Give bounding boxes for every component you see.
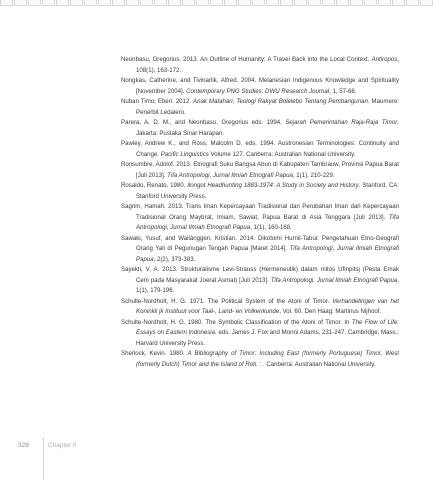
reference-text: Sherlock, Kevin. 1980. <box>121 350 188 357</box>
frame-cell <box>420 0 433 6</box>
reference-text: Ronsumbre, Adolof. 2013. Etnografi Suku Bangsa Abun di Kabupaten Tambrauw, Provinsi Papua Barat [Juli 2013]. <box>121 161 399 179</box>
reference-text-tail: Volume 127. Canberra: Australian National University. <box>208 150 356 158</box>
frame-cell <box>308 0 321 6</box>
frame-cell <box>336 0 349 6</box>
frame-cell <box>126 0 139 6</box>
reference-text: Pawley, Andrew K., and Ross, Malcolm D. eds. 1994. Austronesian Terminologies: Continuity and Change. <box>121 140 399 158</box>
reference-entry <box>121 139 399 160</box>
reference-entry <box>121 160 399 181</box>
reference-text-tail: , 1(1), 160-168. <box>250 224 292 231</box>
reference-title-italic: Contemporary PNG Studies: DWU Research Journal <box>186 87 330 95</box>
reference-text: Nuban Timo, Eben. 2012. <box>121 98 194 105</box>
reference-entry <box>121 202 399 234</box>
frame-cell <box>294 0 307 6</box>
reference-text-tail: , 1, 57-68. <box>329 87 357 95</box>
frame-cell <box>252 0 265 6</box>
top-frame-strip <box>0 0 439 9</box>
reference-text: Sayekti, V. A. 2013. Strukturalisme Levi-Strauss (Hermeneutik) dalam mitos Ufinpitsj (Pesta Emak Cem pada Masyarakat Joerat Asmat) [Juli 2013]. <box>121 266 399 284</box>
reference-text-tail: , 2(2), 373-383. <box>153 255 196 263</box>
reference-title-italic: Tifa Antropologi, Jurnal Ilmiah Etnografi Papua <box>136 213 399 231</box>
reference-entry <box>121 55 399 76</box>
reference-entry <box>121 76 399 97</box>
reference-text: Nongkas, Catherine, and Tivinarlik, Alfred. 2004. Melanesian Indigenous Knowledge and Spirituality [November 2004]. <box>121 77 399 95</box>
reference-text-tail: . Stanford, CA: Stanford University Press. <box>136 182 399 200</box>
reference-text: Sagrim, Hamah. 2013. Trans Iman Kepercayaan Tradisional dan Perubahan Iman dari Kepercayaan Tradisional Orang Maybrat, Imiam, Sawiat, Papua Barat di Asia Tenggara [Juli 2013]. <box>121 203 399 221</box>
frame-cell <box>28 0 41 6</box>
frame-cell <box>322 0 335 6</box>
reference-text-tail: . Jakarta: Pustaka Sinar Harapan. <box>136 119 399 137</box>
reference-entry <box>121 97 399 118</box>
reference-entry <box>121 318 399 350</box>
reference-title-italic: The Flow of Life: Essays on Eastern Indonesia <box>136 318 399 336</box>
page-number: 328 <box>18 442 29 449</box>
reference-text-tail: , Vol. 60. Den Haag: Martinus Nijhoof. <box>279 308 382 315</box>
frame-cell <box>14 0 27 6</box>
frame-cell <box>98 0 111 6</box>
reference-text-tail: . Maumere: Penerbit Ledalero. <box>136 98 399 116</box>
frame-cell <box>224 0 237 6</box>
frame-cell <box>70 0 83 6</box>
reference-title-italic: Tifa Antropologi, Jurnal Ilmiah Etnografi Papua <box>167 171 293 179</box>
frame-cell <box>392 0 405 6</box>
reference-entry <box>121 234 399 266</box>
reference-text-tail: , 1(1), 210-229. <box>292 171 335 179</box>
frame-cell <box>168 0 181 6</box>
frame-cell <box>154 0 167 6</box>
frame-cell <box>350 0 363 6</box>
reference-title-italic: Pacific Linguistics <box>160 150 209 158</box>
reference-text: Neonbasu, Gregorius. 2013. An Outline of Humanity: A Travel Back into the Local Context. <box>121 56 372 63</box>
reference-entry <box>121 349 399 370</box>
reference-title-italic: Ilongot Headhunting 1883-1974: A Study in Society and History <box>187 182 359 189</box>
reference-title-italic: Sejarah Pemerintahan Raja-Raja Timor <box>285 119 398 126</box>
reference-entry <box>121 181 399 202</box>
reference-text: Schulte-Nordholt, H. G. 1980. The Symbolic Classification of the Atoni of Timor. In <box>121 318 352 326</box>
reference-entry <box>121 118 399 139</box>
frame-cell <box>84 0 97 6</box>
frame-cell <box>112 0 125 6</box>
chapter-label: Chapter 8 <box>48 442 77 449</box>
reference-list <box>121 55 399 370</box>
frame-cell <box>196 0 209 6</box>
reference-title-italic: Verhandelingen van het Koninkli jk Instituut voor Taal-, Land- en Volkenkunde <box>136 297 399 315</box>
reference-text-tail: . : . Canberra: Australian National University. <box>256 360 376 368</box>
reference-title-italic: Tifa Antropologi, Jurnal Ilmiah Etnografi Papua <box>136 245 399 263</box>
frame-cell <box>42 0 55 6</box>
frame-cell <box>238 0 251 6</box>
frame-cell <box>266 0 279 6</box>
reference-title-italic: Anak Matahari, Teologi Rakyat Bolelebo Tentang Pembangunan <box>193 98 368 105</box>
reference-text: Schulte-Nordholt, H. G. 1971. The Political System of the Atoni of Timor. <box>121 297 333 305</box>
reference-text: Rosaldo, Renato. 1980. <box>121 182 188 189</box>
reference-text-tail: , 108(1), 163-172. <box>136 56 399 74</box>
reference-title-italic: A Bibliography of Timor: Including East (formerly Portuguese) Timor, West (formerly Dutch) Timor and the Island of Roti <box>136 350 399 368</box>
frame-cell <box>56 0 69 6</box>
frame-cell <box>364 0 377 6</box>
reference-title-italic: Antiropos <box>371 56 398 63</box>
reference-entry <box>121 265 399 297</box>
reference-text-tail: . eds. James J. Fox and Monni Adams, 231-247. Cambridge, Mass.: Harvard University Press. <box>136 329 399 347</box>
frame-cell <box>182 0 195 6</box>
reference-title-italic: Tifa Antropologi, Jurnal Ilmiah Etnografi Papua <box>270 276 398 284</box>
reference-text: Sawaki, Yusuf, and Waliānggen, Kristian. 2014. Dikotomi Hurnil-Tabui: Pengetahuan Etno-Geografi Orang Yali di Pegunugan Tengah Papua [Maret 2014]. <box>121 234 399 252</box>
footer-divider <box>43 438 44 480</box>
frame-cell <box>406 0 419 6</box>
frame-cell <box>210 0 223 6</box>
reference-text: Parera, A. D. M., and Neonbasu, Gregorius eds. 1994. <box>121 119 286 126</box>
frame-cell <box>378 0 391 6</box>
reference-entry <box>121 297 399 318</box>
frame-cell <box>0 0 13 6</box>
reference-text-tail: , 1(1), 179-196. <box>136 276 399 294</box>
frame-cell <box>140 0 153 6</box>
frame-cell <box>280 0 293 6</box>
